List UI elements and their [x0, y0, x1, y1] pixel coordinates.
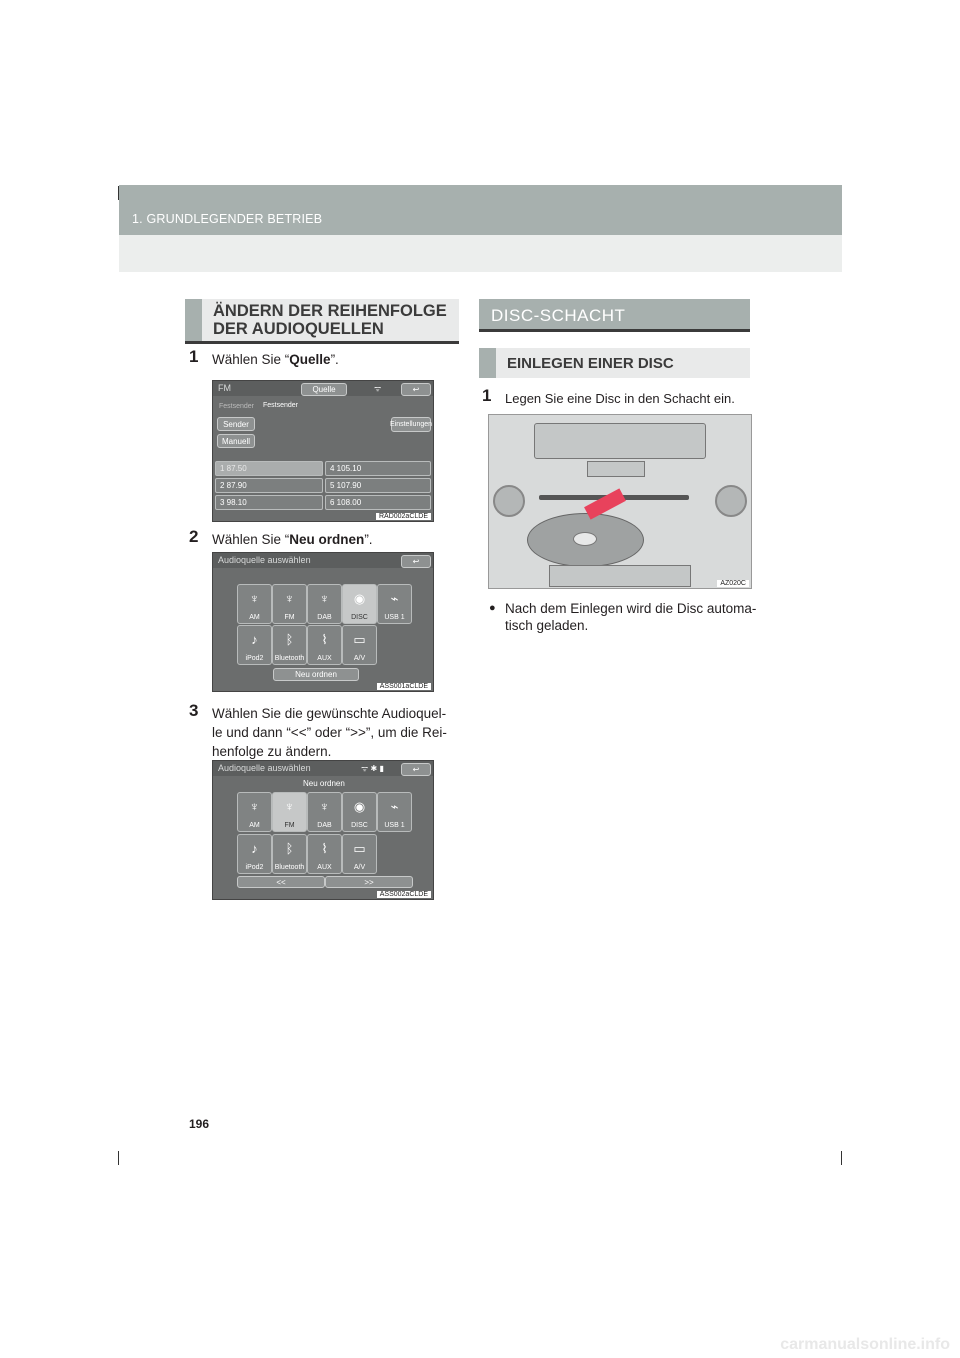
- figure-code: ASS002aCLDE: [377, 891, 431, 898]
- source-tile-av[interactable]: [342, 834, 377, 874]
- source-tile-aux[interactable]: [307, 834, 342, 874]
- heading-tab: [479, 348, 496, 378]
- preset-row[interactable]: 2 87.90: [215, 478, 323, 493]
- tile-label: Bluetooth: [274, 864, 305, 871]
- tile-label: DAB: [317, 822, 332, 829]
- screen-title: Audioquelle auswählen: [218, 555, 311, 565]
- bluetooth-icon: ᛒ: [285, 841, 294, 856]
- subsection-heading: [479, 348, 750, 378]
- preset-row[interactable]: 1 87.50: [215, 461, 323, 476]
- tile-label: Bluetooth: [274, 655, 305, 662]
- section-heading: [185, 299, 459, 344]
- usb-icon: ⌁: [390, 799, 399, 814]
- preset-row[interactable]: 6 108.00: [325, 495, 431, 510]
- antenna-icon: ♆: [249, 799, 260, 814]
- tile-label: DAB: [317, 614, 332, 621]
- source-tile-dab[interactable]: [307, 584, 342, 624]
- source-tile-fm[interactable]: [272, 792, 307, 832]
- tab-active-label: Festsender: [263, 402, 299, 409]
- disc-icon: ◉: [353, 799, 366, 814]
- step-text-line: Wählen Sie die gewünschte Audioquel-: [212, 706, 447, 721]
- heading-line-2: DER AUDIOQUELLEN: [213, 320, 384, 338]
- header-band: [119, 235, 842, 272]
- screenshot-source-select: [212, 552, 434, 692]
- step-text-line: le und dann “<<” oder “>>”, um die Rei-: [212, 725, 447, 740]
- step-text: Wählen Sie “: [212, 532, 290, 547]
- tile-label: A/V: [353, 864, 366, 871]
- step-number: 1: [482, 386, 492, 405]
- step-text: ”.: [330, 352, 339, 367]
- step-number: 1: [189, 347, 199, 366]
- usb-icon: ⌁: [390, 591, 399, 606]
- disc-slot-illustration: [488, 414, 752, 589]
- step-keyword: Quelle: [289, 352, 331, 367]
- source-tile-am[interactable]: [237, 792, 272, 832]
- source-tile-fm[interactable]: [272, 584, 307, 624]
- back-button[interactable]: ↩: [401, 383, 431, 396]
- preset-row[interactable]: 5 107.90: [325, 478, 431, 493]
- left-knob: [493, 485, 525, 517]
- monitor-icon: ▭: [353, 632, 366, 647]
- screenshot-reorder: [212, 760, 434, 900]
- bottom-slot: [549, 565, 691, 587]
- aux-plug-icon: ⌇: [321, 632, 328, 647]
- figure-code: RAD002aCLDE: [376, 513, 431, 520]
- source-tile-ipod[interactable]: [237, 834, 272, 874]
- monitor-icon: ▭: [353, 841, 366, 856]
- footer-watermark: carmanualsonline.info: [780, 1336, 950, 1353]
- bluetooth-icon: ᛒ: [285, 632, 294, 647]
- music-note-icon: ♪: [251, 632, 258, 647]
- step-1: [189, 347, 339, 369]
- move-right-button[interactable]: >>: [325, 876, 413, 888]
- figure-code: ASS001aCLDE: [377, 683, 431, 690]
- step-number: 3: [189, 701, 199, 720]
- crop-mark: [118, 1151, 119, 1165]
- button-panel: [534, 423, 706, 459]
- back-button[interactable]: ↩: [401, 763, 431, 776]
- sender-button[interactable]: Sender: [217, 417, 255, 431]
- antenna-icon: ♆: [249, 591, 260, 606]
- screenshot-radio: [212, 380, 434, 522]
- source-tile-usb[interactable]: [377, 792, 412, 832]
- right-step-1: [482, 386, 735, 408]
- tile-label: A/V: [353, 655, 366, 662]
- screen-subtitle: Neu ordnen: [303, 779, 345, 788]
- tile-label: DISC: [351, 822, 368, 829]
- source-tile-bluetooth[interactable]: [272, 625, 307, 665]
- source-tile-disc[interactable]: [342, 584, 377, 624]
- step-text: ”.: [364, 532, 373, 547]
- preset-row[interactable]: 3 98.10: [215, 495, 323, 510]
- step-2: [189, 527, 373, 549]
- right-knob: [715, 485, 747, 517]
- antenna-icon: ♆: [284, 591, 295, 606]
- source-tile-av[interactable]: [342, 625, 377, 665]
- tile-label: AM: [249, 614, 260, 621]
- status-icons: ᯤ ✱ ▮: [361, 764, 384, 773]
- step-number: 2: [189, 527, 199, 546]
- signal-icon: ᯤ: [374, 384, 382, 393]
- step-text: Legen Sie eine Disc in den Schacht ein.: [505, 391, 735, 406]
- figure-code: AZ020C: [717, 580, 749, 587]
- tile-label: USB 1: [384, 614, 405, 621]
- tile-label: AM: [249, 822, 260, 829]
- aux-plug-icon: ⌇: [321, 841, 328, 856]
- tile-label: iPod2: [245, 655, 264, 662]
- step-text: Wählen Sie “: [212, 352, 290, 367]
- step-text-line: henfolge zu ändern.: [212, 744, 332, 759]
- quelle-button[interactable]: Quelle: [301, 383, 347, 396]
- antenna-icon: ♆: [319, 799, 330, 814]
- heading-line-1: ÄNDERN DER REIHENFOLGE: [213, 302, 447, 320]
- source-tile-ipod[interactable]: [237, 625, 272, 665]
- bullet-line: Nach dem Einlegen wird die Disc automa-: [505, 601, 757, 616]
- neu-ordnen-button[interactable]: Neu ordnen: [273, 668, 359, 681]
- antenna-icon: ♆: [319, 591, 330, 606]
- music-note-icon: ♪: [251, 841, 258, 856]
- heading-label: DISC-SCHACHT: [491, 306, 626, 325]
- section-heading-disc: [479, 299, 750, 332]
- preset-row[interactable]: 4 105.10: [325, 461, 431, 476]
- step-3: [189, 701, 447, 761]
- disc-icon: ◉: [353, 591, 366, 606]
- back-button[interactable]: ↩: [401, 555, 431, 568]
- source-tile-disc[interactable]: [342, 792, 377, 832]
- page-number: 196: [189, 1117, 210, 1131]
- source-tile-usb[interactable]: [377, 584, 412, 624]
- manuell-button[interactable]: Manuell: [217, 434, 255, 448]
- tile-label: DISC: [351, 614, 368, 621]
- antenna-icon: ♆: [284, 799, 295, 814]
- bullet-line: tisch geladen.: [505, 618, 589, 633]
- source-tile-aux[interactable]: [307, 625, 342, 665]
- crop-mark: [841, 1151, 842, 1165]
- bullet-icon: ●: [489, 602, 496, 614]
- source-tile-am[interactable]: [237, 584, 272, 624]
- bullet-text: [505, 600, 756, 634]
- screen-title: Audioquelle auswählen: [218, 763, 311, 773]
- einstellungen-button[interactable]: Einstellungen: [391, 417, 431, 432]
- disc-hub: [573, 532, 597, 546]
- tile-label: FM: [284, 614, 295, 621]
- source-tile-bluetooth[interactable]: [272, 834, 307, 874]
- heading-tab: [185, 299, 202, 341]
- source-tile-dab[interactable]: [307, 792, 342, 832]
- tile-label: FM: [284, 822, 295, 829]
- tile-label: USB 1: [384, 822, 405, 829]
- tile-label: AUX: [317, 864, 332, 871]
- move-left-button[interactable]: <<: [237, 876, 325, 888]
- step-keyword: Neu ordnen: [289, 532, 365, 547]
- tile-label: iPod2: [245, 864, 264, 871]
- subsection-label: EINLEGEN EINER DISC: [507, 355, 674, 372]
- screen-title: FM: [218, 383, 231, 393]
- tab-festsender[interactable]: Festsender: [219, 403, 255, 410]
- display-slot: [587, 461, 645, 477]
- tile-label: AUX: [317, 655, 332, 662]
- header-bar: [119, 185, 842, 235]
- chapter-title: 1. GRUNDLEGENDER BETRIEB: [132, 212, 323, 226]
